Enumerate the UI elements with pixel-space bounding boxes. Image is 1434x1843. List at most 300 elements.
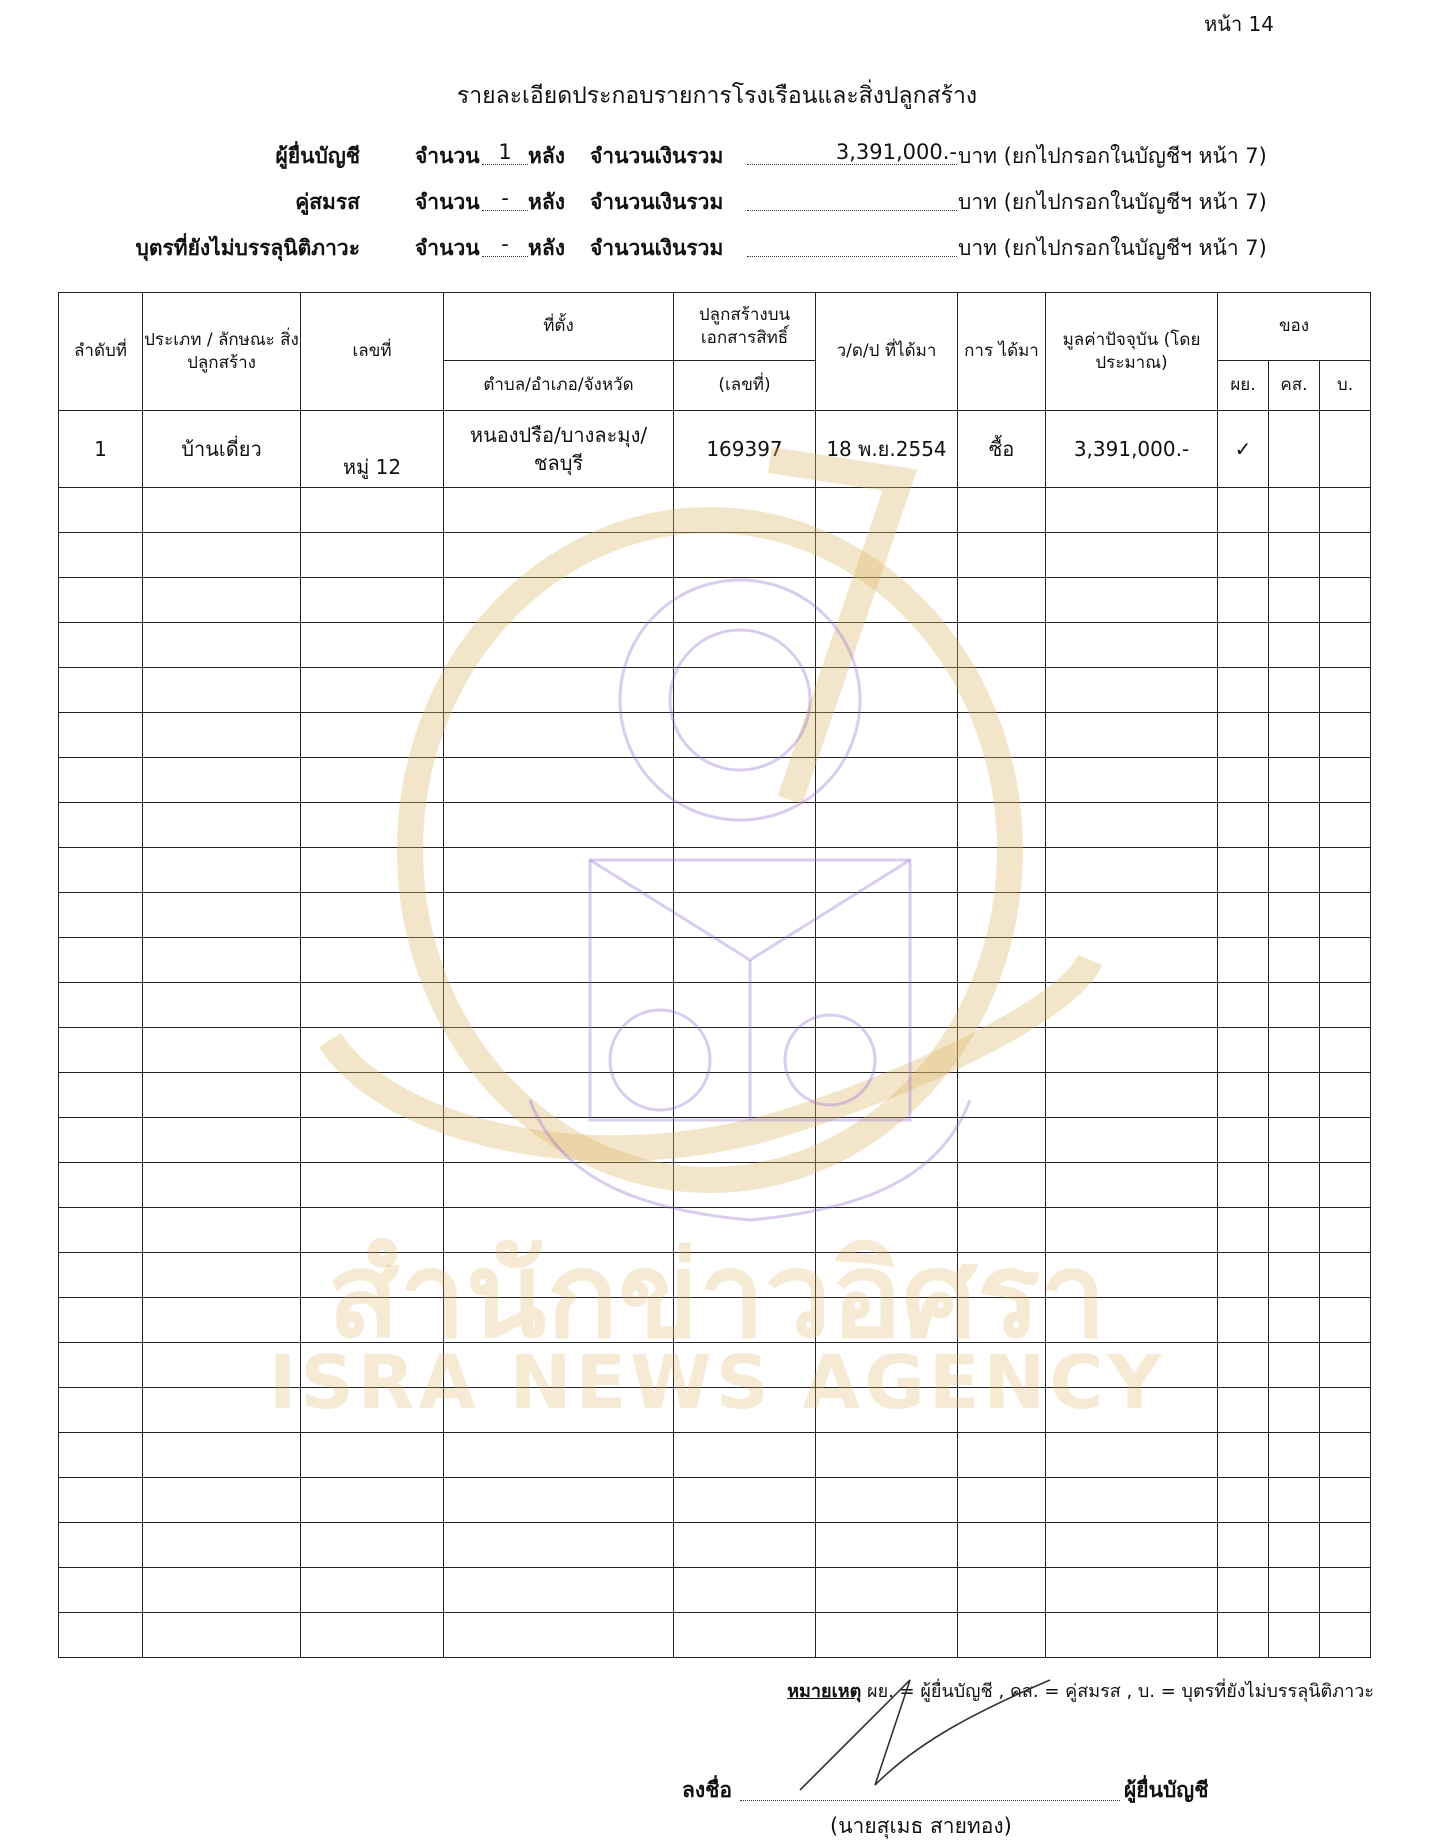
table-cell	[1218, 623, 1269, 668]
table-cell	[59, 1073, 143, 1118]
table-cell	[674, 983, 816, 1028]
watermark-text-thai: สำนักข่าวอิศรา	[327, 1226, 1107, 1364]
header-number: เลขที่	[301, 293, 444, 411]
summary-total-label: จำนวนเงินรวม	[590, 236, 724, 260]
table-cell	[816, 938, 958, 983]
summary-total	[747, 232, 957, 257]
table-cell	[143, 1073, 301, 1118]
table-cell	[143, 803, 301, 848]
table-cell	[59, 713, 143, 758]
table-cell	[674, 1073, 816, 1118]
table-row	[59, 1028, 1371, 1073]
table-cell	[1320, 578, 1371, 623]
table-row	[59, 848, 1371, 893]
table-row	[59, 623, 1371, 668]
table-row	[59, 758, 1371, 803]
table-cell	[1046, 1118, 1218, 1163]
table-cell	[1320, 983, 1371, 1028]
signer-role: ผู้ยื่นบัญชี	[1124, 1778, 1209, 1802]
table-cell	[1320, 893, 1371, 938]
table-cell	[1218, 983, 1269, 1028]
summary-total-label: จำนวนเงินรวม	[590, 190, 724, 214]
watermark-text-english: ISRA NEWS AGENCY	[268, 1340, 1166, 1426]
cell-acquire: ซื้อ	[958, 411, 1046, 488]
summary-total: 3,391,000.-	[747, 140, 957, 165]
header-type: ประเภท / ลักษณะ สิ่งปลูกสร้าง	[143, 293, 301, 411]
table-cell	[1218, 1028, 1269, 1073]
header-deed-sub: (เลขที่)	[674, 361, 816, 411]
table-cell	[958, 983, 1046, 1028]
table-cell	[1320, 533, 1371, 578]
handwritten-signature	[780, 1660, 1060, 1810]
table-cell	[1320, 1523, 1371, 1568]
table-cell	[816, 893, 958, 938]
table-cell	[143, 1613, 301, 1658]
table-cell	[1320, 938, 1371, 983]
table-cell	[59, 1028, 143, 1073]
summary-count-label: จำนวน	[415, 144, 480, 168]
table-cell	[816, 488, 958, 533]
table-cell	[1218, 1568, 1269, 1613]
table-cell	[59, 1568, 143, 1613]
table-cell	[59, 533, 143, 578]
table-cell	[143, 1433, 301, 1478]
summary-label: คู่สมรส	[295, 190, 360, 214]
table-cell	[1046, 1478, 1218, 1523]
table-cell	[958, 938, 1046, 983]
table-cell	[816, 758, 958, 803]
table-cell	[1218, 1073, 1269, 1118]
table-cell	[59, 668, 143, 713]
table-cell	[958, 623, 1046, 668]
table-cell	[301, 1433, 444, 1478]
table-cell	[143, 1118, 301, 1163]
table-cell	[444, 668, 674, 713]
table-row	[59, 411, 1371, 488]
table-cell	[143, 758, 301, 803]
table-cell	[1046, 1433, 1218, 1478]
table-cell	[1218, 1478, 1269, 1523]
table-cell	[674, 533, 816, 578]
table-cell	[958, 668, 1046, 713]
table-cell	[958, 1073, 1046, 1118]
table-cell	[1269, 1523, 1320, 1568]
table-cell	[958, 1478, 1046, 1523]
table-cell	[674, 803, 816, 848]
table-cell	[1218, 938, 1269, 983]
table-cell	[1218, 1613, 1269, 1658]
header-owner: ของ	[1218, 293, 1371, 361]
table-cell	[674, 1523, 816, 1568]
table-cell	[301, 1478, 444, 1523]
table-cell	[1320, 1028, 1371, 1073]
summary-unit: หลัง	[528, 236, 565, 260]
summary-count-label: จำนวน	[415, 190, 480, 214]
table-cell	[674, 623, 816, 668]
signature-label: ลงชื่อ	[682, 1778, 732, 1802]
document-title: รายละเอียดประกอบรายการโรงเรือนและสิ่งปลูกสร้าง	[456, 83, 978, 109]
header-date: ว/ด/ป ที่ได้มา	[816, 293, 958, 411]
table-cell	[1218, 488, 1269, 533]
table-cell	[674, 893, 816, 938]
table-cell	[958, 848, 1046, 893]
table-row	[59, 533, 1371, 578]
table-cell	[1046, 983, 1218, 1028]
table-cell	[1320, 848, 1371, 893]
table-cell	[1046, 578, 1218, 623]
footnote-text: ผย. = ผู้ยื่นบัญชี , คส. = คู่สมรส , บ. = บุตรที่ยังไม่บรรลุนิติภาวะ	[867, 1681, 1374, 1702]
header-owner-child: บ.	[1320, 361, 1371, 411]
table-cell	[444, 533, 674, 578]
cell-owner-declarant: ✓	[1218, 411, 1269, 488]
table-cell	[301, 848, 444, 893]
table-cell	[143, 938, 301, 983]
table-cell	[1320, 1478, 1371, 1523]
table-cell	[816, 578, 958, 623]
table-cell	[444, 758, 674, 803]
summary-count: 1	[482, 140, 528, 165]
summary-row-children	[100, 232, 1267, 272]
header-location: ที่ตั้ง	[444, 293, 674, 361]
table-cell	[674, 1028, 816, 1073]
table-cell	[444, 893, 674, 938]
table-cell	[1269, 1568, 1320, 1613]
table-cell	[1046, 1568, 1218, 1613]
table-cell	[1218, 668, 1269, 713]
table-cell	[1269, 1073, 1320, 1118]
table-cell	[59, 488, 143, 533]
table-cell	[816, 623, 958, 668]
cell-location	[444, 411, 674, 488]
table-cell	[1218, 533, 1269, 578]
table-cell	[444, 1028, 674, 1073]
table-cell	[1046, 1523, 1218, 1568]
table-cell	[1320, 1613, 1371, 1658]
summary-unit: หลัง	[528, 144, 565, 168]
table-cell	[1046, 803, 1218, 848]
table-cell	[816, 668, 958, 713]
summary-count: -	[482, 232, 528, 257]
header-deed: ปลูกสร้างบน เอกสารสิทธิ์	[674, 293, 816, 361]
cell-number: หมู่ 12	[301, 411, 444, 488]
table-cell	[301, 533, 444, 578]
table-cell	[301, 1523, 444, 1568]
table-row	[59, 1118, 1371, 1163]
table-row	[59, 488, 1371, 533]
table-cell	[301, 1613, 444, 1658]
table-cell	[674, 578, 816, 623]
table-cell	[1269, 1433, 1320, 1478]
table-cell	[816, 1073, 958, 1118]
table-row	[59, 1523, 1371, 1568]
table-cell	[674, 713, 816, 758]
table-cell	[301, 488, 444, 533]
table-cell	[958, 1028, 1046, 1073]
table-cell	[958, 488, 1046, 533]
table-cell	[1269, 938, 1320, 983]
table-cell	[143, 578, 301, 623]
table-row	[59, 578, 1371, 623]
table-cell	[59, 758, 143, 803]
table-cell	[1269, 803, 1320, 848]
table-cell	[1218, 1118, 1269, 1163]
table-cell	[59, 1523, 143, 1568]
header-value: มูลค่าปัจจุบัน (โดยประมาณ)	[1046, 293, 1218, 411]
table-cell	[1320, 758, 1371, 803]
table-cell	[1269, 668, 1320, 713]
table-cell	[59, 893, 143, 938]
table-cell	[958, 1118, 1046, 1163]
table-row	[59, 1613, 1371, 1658]
cell-date: 18 พ.ย.2554	[816, 411, 958, 488]
table-cell	[958, 1523, 1046, 1568]
table-cell	[1269, 623, 1320, 668]
table-cell	[1218, 893, 1269, 938]
table-cell	[444, 983, 674, 1028]
cell-owner-child	[1320, 411, 1371, 488]
table-cell	[444, 578, 674, 623]
table-cell	[1320, 1568, 1371, 1613]
table-cell	[444, 848, 674, 893]
table-cell	[444, 623, 674, 668]
table-cell	[1269, 758, 1320, 803]
table-cell	[301, 893, 444, 938]
table-cell	[1046, 713, 1218, 758]
table-cell	[301, 1028, 444, 1073]
table-cell	[59, 938, 143, 983]
summary-total-label: จำนวนเงินรวม	[590, 144, 724, 168]
summary-label: บุตรที่ยังไม่บรรลุนิติภาวะ	[135, 236, 360, 260]
table-cell	[143, 713, 301, 758]
table-cell	[1269, 713, 1320, 758]
table-cell	[1218, 758, 1269, 803]
table-cell	[444, 1118, 674, 1163]
table-cell	[1218, 1523, 1269, 1568]
table-cell	[59, 848, 143, 893]
table-cell	[301, 938, 444, 983]
table-cell	[59, 623, 143, 668]
cell-location-line1: หนองปรือ/บางละมุง/	[469, 423, 648, 447]
table-cell	[444, 1478, 674, 1523]
table-cell	[444, 938, 674, 983]
table-cell	[1046, 1073, 1218, 1118]
building-asset-table	[58, 292, 1371, 1658]
header-seq: ลำดับที่	[59, 293, 143, 411]
table-cell	[143, 1028, 301, 1073]
table-cell	[816, 533, 958, 578]
table-cell	[1046, 533, 1218, 578]
table-cell	[444, 1568, 674, 1613]
table-cell	[1320, 713, 1371, 758]
page-number: หน้า 14	[1204, 12, 1274, 36]
table-cell	[1269, 1028, 1320, 1073]
summary-unit: หลัง	[528, 190, 565, 214]
summary-count-label: จำนวน	[415, 236, 480, 260]
table-cell	[958, 803, 1046, 848]
table-cell	[674, 848, 816, 893]
cell-type: บ้านเดี่ยว	[143, 411, 301, 488]
table-cell	[816, 1613, 958, 1658]
table-cell	[1269, 488, 1320, 533]
table-cell	[958, 533, 1046, 578]
table-cell	[1046, 623, 1218, 668]
table-cell	[958, 1568, 1046, 1613]
table-cell	[444, 713, 674, 758]
table-cell	[301, 1073, 444, 1118]
cell-seq: 1	[59, 411, 143, 488]
table-cell	[143, 623, 301, 668]
table-cell	[301, 1118, 444, 1163]
summary-count: -	[482, 186, 528, 211]
table-cell	[1320, 803, 1371, 848]
header-owner-declarant: ผย.	[1218, 361, 1269, 411]
table-cell	[1046, 1613, 1218, 1658]
table-cell	[143, 1523, 301, 1568]
table-cell	[1218, 848, 1269, 893]
table-cell	[444, 488, 674, 533]
table-cell	[1046, 758, 1218, 803]
table-cell	[301, 713, 444, 758]
table-cell	[816, 1478, 958, 1523]
table-cell	[674, 938, 816, 983]
table-cell	[958, 578, 1046, 623]
table-cell	[1218, 578, 1269, 623]
table-cell	[1269, 1118, 1320, 1163]
table-row	[59, 1433, 1371, 1478]
table-cell	[59, 578, 143, 623]
table-cell	[1320, 488, 1371, 533]
cell-location-line2: ชลบุรี	[533, 451, 584, 475]
table-cell	[816, 1523, 958, 1568]
table-cell	[816, 848, 958, 893]
table-cell	[1218, 803, 1269, 848]
table-cell	[1046, 668, 1218, 713]
table-row	[59, 1073, 1371, 1118]
summary-note: บาท (ยกไปกรอกในบัญชีฯ หน้า 7)	[958, 144, 1267, 168]
table-cell	[59, 983, 143, 1028]
table-row	[59, 1568, 1371, 1613]
table-cell	[143, 1478, 301, 1523]
table-cell	[816, 1433, 958, 1478]
table-cell	[674, 1613, 816, 1658]
table-cell	[1046, 893, 1218, 938]
table-cell	[1269, 848, 1320, 893]
header-acquire: การ ได้มา	[958, 293, 1046, 411]
summary-note: บาท (ยกไปกรอกในบัญชีฯ หน้า 7)	[958, 190, 1267, 214]
table-row	[59, 893, 1371, 938]
table-cell	[143, 668, 301, 713]
table-cell	[301, 1568, 444, 1613]
table-cell	[1269, 893, 1320, 938]
header-owner-spouse: คส.	[1269, 361, 1320, 411]
table-cell	[301, 623, 444, 668]
table-cell	[1320, 1433, 1371, 1478]
table-cell	[1269, 1613, 1320, 1658]
table-cell	[816, 983, 958, 1028]
table-cell	[59, 1478, 143, 1523]
cell-value: 3,391,000.-	[1046, 411, 1218, 488]
table-cell	[444, 1613, 674, 1658]
table-cell	[301, 803, 444, 848]
table-cell	[444, 1523, 674, 1568]
table-row	[59, 713, 1371, 758]
table-cell	[1320, 1073, 1371, 1118]
table-cell	[674, 668, 816, 713]
summary-label: ผู้ยื่นบัญชี	[275, 144, 360, 168]
table-cell	[59, 803, 143, 848]
table-cell	[1320, 1118, 1371, 1163]
table-cell	[1320, 668, 1371, 713]
table-cell	[674, 1118, 816, 1163]
signer-name: (นายสุเมธ สายทอง)	[830, 1814, 1012, 1838]
table-row	[59, 938, 1371, 983]
table-cell	[301, 578, 444, 623]
table-cell	[444, 1073, 674, 1118]
table-cell	[143, 983, 301, 1028]
footnote-label: หมายเหตุ	[787, 1681, 862, 1702]
table-row	[59, 983, 1371, 1028]
table-cell	[444, 803, 674, 848]
table-cell	[444, 1433, 674, 1478]
table-cell	[958, 713, 1046, 758]
table-cell	[143, 533, 301, 578]
table-cell	[816, 1118, 958, 1163]
table-cell	[1269, 578, 1320, 623]
header-location-sub: ตำบล/อำเภอ/จังหวัด	[444, 361, 674, 411]
table-cell	[1218, 1433, 1269, 1478]
table-cell	[143, 893, 301, 938]
table-cell	[958, 893, 1046, 938]
table-cell	[59, 1433, 143, 1478]
table-cell	[816, 803, 958, 848]
table-row	[59, 668, 1371, 713]
table-cell	[59, 1613, 143, 1658]
table-cell	[1269, 533, 1320, 578]
table-cell	[674, 758, 816, 803]
summary-row-spouse	[100, 186, 1267, 226]
table-cell	[1046, 938, 1218, 983]
table-cell	[143, 1568, 301, 1613]
table-row	[59, 803, 1371, 848]
table-cell	[1218, 713, 1269, 758]
summary-note: บาท (ยกไปกรอกในบัญชีฯ หน้า 7)	[958, 236, 1267, 260]
table-cell	[1320, 623, 1371, 668]
table-cell	[816, 1568, 958, 1613]
cell-deed: 169397	[674, 411, 816, 488]
table-cell	[674, 1433, 816, 1478]
table-cell	[816, 1028, 958, 1073]
table-cell	[301, 758, 444, 803]
table-cell	[958, 1433, 1046, 1478]
table-cell	[1269, 1478, 1320, 1523]
table-cell	[1046, 488, 1218, 533]
table-cell	[301, 668, 444, 713]
table-cell	[674, 488, 816, 533]
cell-owner-spouse	[1269, 411, 1320, 488]
table-cell	[674, 1478, 816, 1523]
summary-total	[747, 186, 957, 211]
table-cell	[301, 983, 444, 1028]
table-cell	[674, 1568, 816, 1613]
table-cell	[1046, 1028, 1218, 1073]
table-cell	[1046, 848, 1218, 893]
table-cell	[958, 1613, 1046, 1658]
table-cell	[816, 713, 958, 758]
table-cell	[958, 758, 1046, 803]
table-cell	[143, 848, 301, 893]
summary-row-declarant	[100, 140, 1267, 180]
table-cell	[143, 488, 301, 533]
